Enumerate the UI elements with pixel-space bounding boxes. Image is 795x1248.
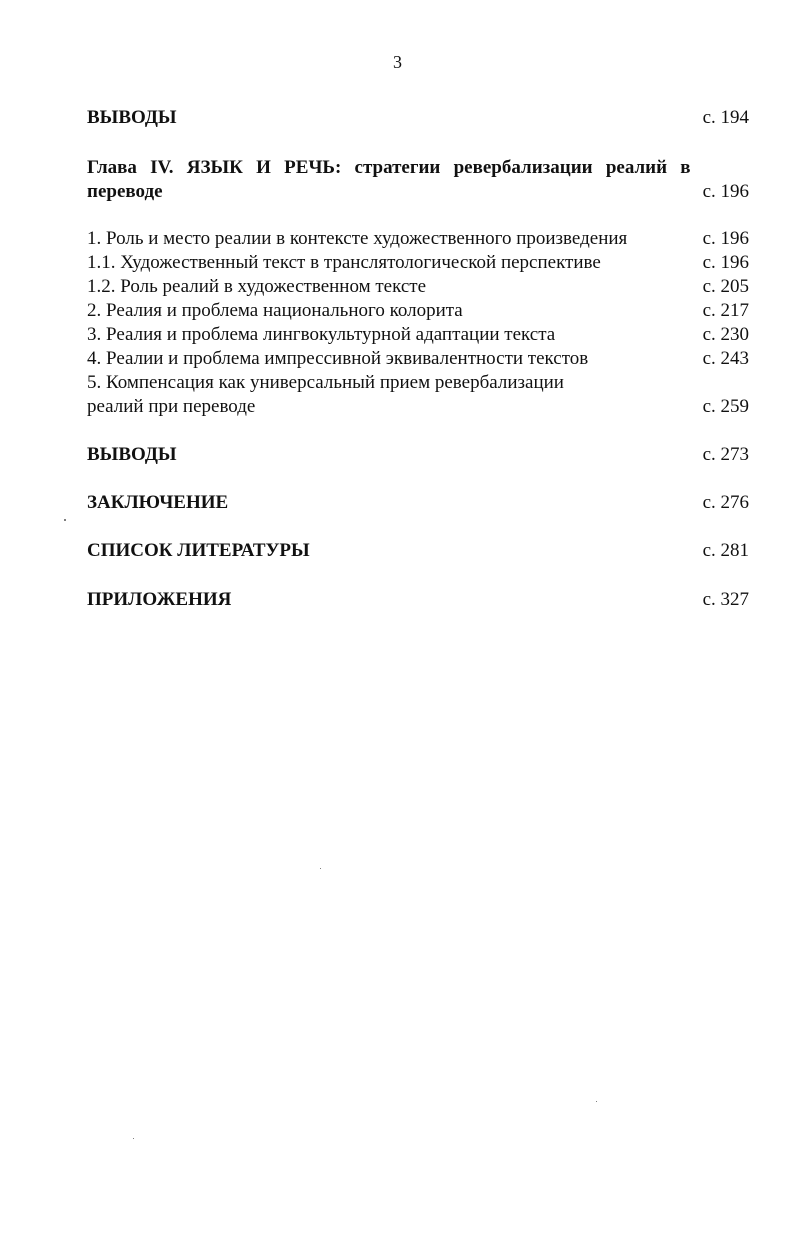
toc-entry-page: с. 196: [702, 252, 749, 273]
toc-entry-section[interactable]: [87, 251, 749, 275]
toc-sections-list: [87, 227, 749, 419]
toc-entry-page: с. 259: [702, 396, 749, 417]
toc-entry-title: ВЫВОДЫ: [87, 107, 177, 128]
toc-entry-page: с. 196: [702, 181, 749, 202]
toc-entry-section[interactable]: [87, 371, 749, 419]
toc-entry-page: с. 276: [702, 492, 749, 513]
toc-entry-chapter-4[interactable]: [87, 156, 749, 204]
scan-speck: [320, 868, 321, 869]
toc-entry-page: с. 205: [702, 276, 749, 297]
toc-entry-page: с. 327: [702, 589, 749, 610]
table-of-contents: [87, 106, 749, 612]
toc-entry-title: ВЫВОДЫ: [87, 444, 177, 465]
toc-entry-page: с. 194: [702, 107, 749, 128]
toc-entry-conclusions-1[interactable]: [87, 106, 749, 130]
toc-entry-page: с. 196: [702, 228, 749, 249]
toc-entry-title: 3. Реалия и проблема лингвокультурной адаптации текста: [87, 324, 556, 345]
toc-entry-page: с. 273: [702, 444, 749, 465]
toc-entry-page: с. 230: [702, 324, 749, 345]
toc-entry-title: 1.1. Художественный текст в транслятологической перспективе: [87, 252, 601, 273]
toc-entry-final-conclusion[interactable]: [87, 491, 749, 515]
page-number: 3: [393, 52, 402, 72]
toc-entry-section[interactable]: [87, 227, 749, 251]
scan-speck: [596, 1101, 597, 1102]
toc-entry-title: ПРИЛОЖЕНИЯ: [87, 589, 232, 610]
toc-entry-title: 2. Реалия и проблема национального колорита: [87, 300, 463, 321]
toc-entry-appendices[interactable]: [87, 588, 749, 612]
toc-entry-bibliography[interactable]: [87, 539, 749, 563]
toc-entry-section[interactable]: [87, 323, 749, 347]
toc-entry-title: 1. Роль и место реалии в контексте художественного произведения: [87, 228, 628, 249]
toc-entry-conclusions-2[interactable]: [87, 443, 749, 467]
toc-entry-section[interactable]: [87, 299, 749, 323]
toc-entry-section[interactable]: [87, 275, 749, 299]
toc-entry-page: с. 243: [702, 348, 749, 369]
toc-entry-title: 1.2. Роль реалий в художественном тексте: [87, 276, 427, 297]
toc-entry-title: 5. Компенсация как универсальный прием ревербализации реалий при переводе: [87, 372, 564, 417]
scan-speck: [133, 1138, 134, 1139]
toc-entry-section[interactable]: [87, 347, 749, 371]
toc-entry-title: ЗАКЛЮЧЕНИЕ: [87, 492, 229, 513]
toc-entry-title: 4. Реалии и проблема импрессивной эквивалентности текстов: [87, 348, 589, 369]
toc-entry-title: Глава IV. ЯЗЫК И РЕЧЬ: стратегии ревербализации реалий в переводе: [87, 157, 691, 202]
toc-entry-title: СПИСОК ЛИТЕРАТУРЫ: [87, 540, 310, 561]
toc-entry-page: с. 217: [702, 300, 749, 321]
toc-entry-page: с. 281: [702, 540, 749, 561]
scan-speck: [64, 519, 66, 521]
